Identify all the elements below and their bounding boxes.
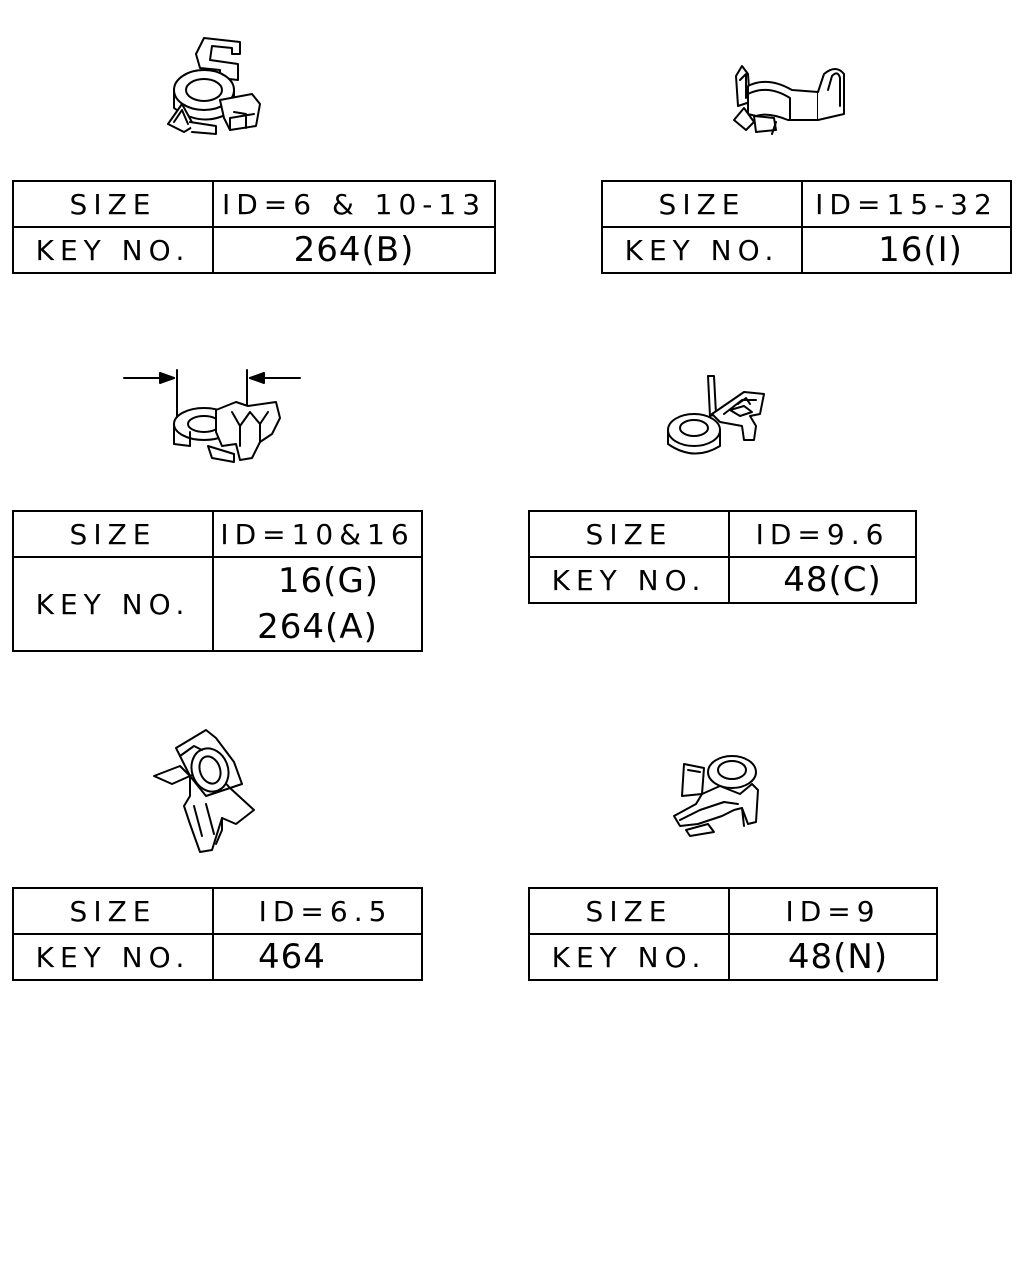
size-label: SIZE (529, 511, 729, 557)
size-value: ID=6.5 (213, 888, 422, 934)
size-label: SIZE (602, 181, 802, 227)
key-no-label: KEY NO. (602, 227, 802, 273)
key-no-value: 16(I) (802, 227, 1011, 273)
clip-drawing-16g-264a (120, 362, 310, 467)
size-value: ID=9 (729, 888, 937, 934)
size-label: SIZE (13, 511, 213, 557)
key-no-value (213, 557, 422, 651)
key-no-value: 464 (213, 934, 422, 980)
clip-drawing-264b (160, 30, 280, 145)
spec-table-16i (601, 180, 1012, 274)
key-no-value-line: 16(G) (277, 561, 380, 601)
size-label: SIZE (529, 888, 729, 934)
size-value: ID=9.6 (729, 511, 916, 557)
key-no-value: 264(B) (213, 227, 495, 273)
spec-table-48c (528, 510, 917, 604)
key-no-value: 48(N) (729, 934, 937, 980)
spec-table-16g-264a (12, 510, 423, 652)
clip-drawing-464 (150, 726, 265, 856)
size-value: ID=15-32 (802, 181, 1011, 227)
clip-drawing-16i (728, 62, 853, 142)
key-no-label: KEY NO. (13, 557, 213, 651)
key-no-label: KEY NO. (529, 557, 729, 603)
spec-table-48n (528, 887, 938, 981)
spec-table-464 (12, 887, 423, 981)
size-label: SIZE (13, 181, 213, 227)
key-no-label: KEY NO. (13, 227, 213, 273)
clip-drawing-48n (668, 750, 768, 840)
key-no-label: KEY NO. (529, 934, 729, 980)
size-label: SIZE (13, 888, 213, 934)
spec-table-264b (12, 180, 496, 274)
key-no-label: KEY NO. (13, 934, 213, 980)
key-no-value: 48(C) (729, 557, 916, 603)
size-value: ID=10&16 (213, 511, 422, 557)
clip-drawing-48c (660, 370, 775, 460)
size-value: ID=6 & 10-13 (213, 181, 495, 227)
key-no-value-line: 264(A) (257, 607, 378, 647)
